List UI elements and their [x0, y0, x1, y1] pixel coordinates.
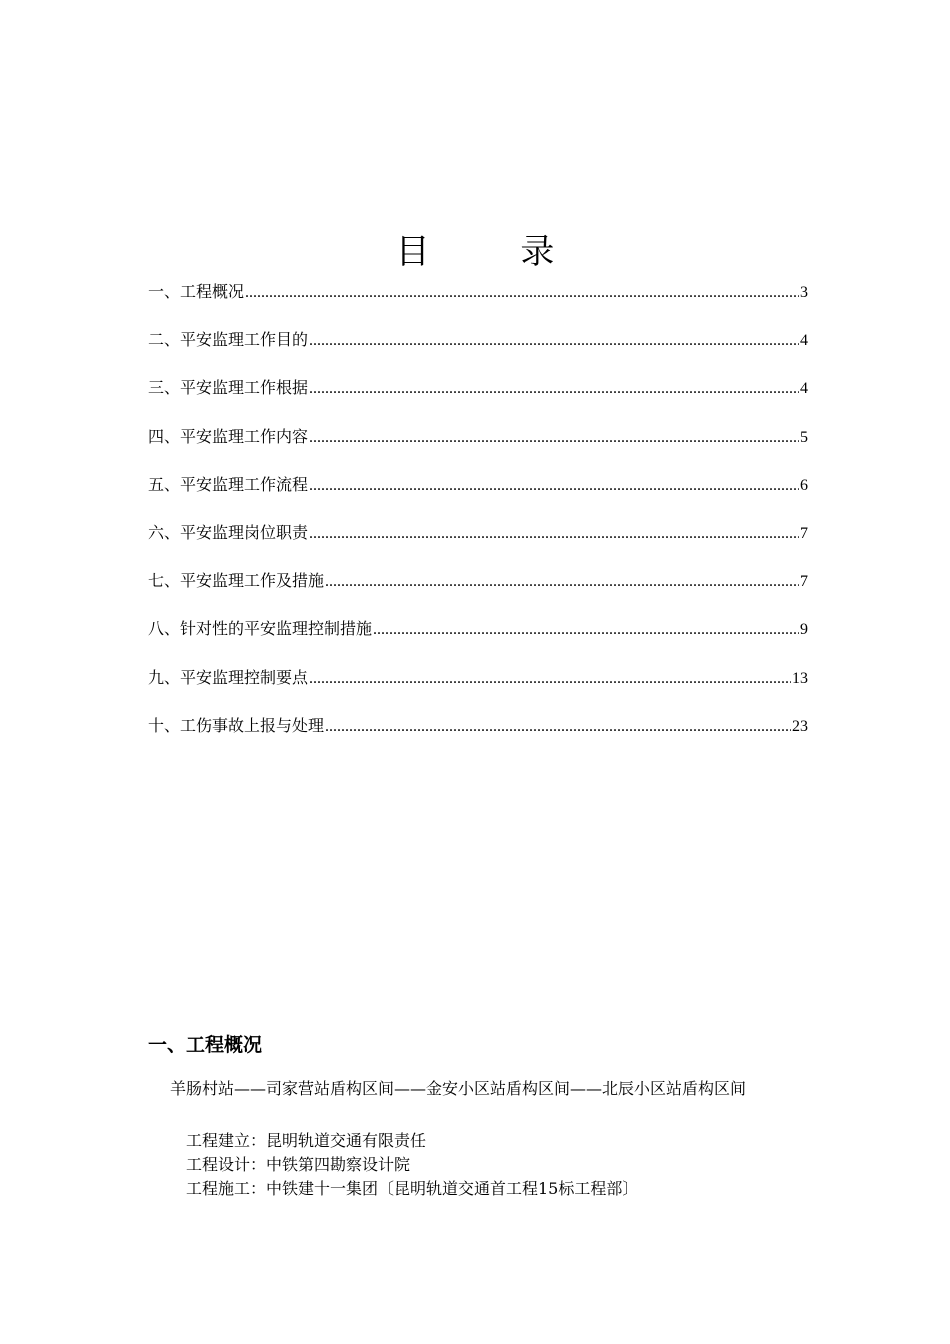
- toc-entry-label: 八、针对性的平安监理控制措施: [148, 619, 373, 639]
- project-contractor-line: 工程施工：中铁建十一集团〔昆明轨道交通首工程15标工程部〕: [186, 1179, 639, 1198]
- toc-entry-label: 十、工伤事故上报与处理: [148, 715, 325, 735]
- toc-entry-page: 3: [800, 284, 808, 301]
- toc-dot-leader: [325, 570, 799, 594]
- toc-entry[interactable]: [148, 280, 808, 328]
- toc-entry-page: 9: [800, 621, 808, 639]
- toc-dot-leader: [325, 715, 791, 739]
- toc-entry[interactable]: [148, 425, 808, 473]
- toc-entry-label: 七、平安监理工作及措施: [148, 571, 325, 591]
- toc-entry-page: 7: [800, 524, 808, 542]
- toc-entry-label: 一、工程概况: [148, 282, 245, 301]
- toc-entry[interactable]: [148, 376, 808, 424]
- toc-entry-page: 13: [792, 669, 808, 687]
- toc-entry[interactable]: [148, 617, 808, 665]
- toc-entry-label: 二、平安监理工作目的: [148, 330, 309, 350]
- toc-entry-label: 四、平安监理工作内容: [148, 426, 309, 446]
- toc-dot-leader: [309, 474, 799, 498]
- toc-entry[interactable]: [148, 521, 808, 569]
- toc-entry-label: 三、平安监理工作根据: [148, 378, 309, 398]
- project-designer-line: 工程设计：中铁第四勘察设计院: [186, 1155, 411, 1174]
- toc-entry-page: 23: [792, 717, 808, 735]
- toc-dot-leader: [245, 281, 799, 305]
- toc-title: 目 录: [395, 232, 595, 272]
- toc-entry-page: 4: [800, 380, 808, 398]
- toc-dot-leader: [373, 618, 799, 642]
- toc-dot-leader: [309, 377, 799, 401]
- toc-entry-label: 六、平安监理岗位职责: [148, 522, 309, 542]
- toc-dot-leader: [309, 522, 799, 546]
- toc-entry-page: 5: [800, 428, 808, 446]
- toc-dot-leader: [309, 426, 799, 450]
- toc-entry-page: 4: [800, 332, 808, 350]
- toc-entry[interactable]: [148, 569, 808, 617]
- toc-dot-leader: [309, 329, 799, 353]
- toc-entry[interactable]: [148, 714, 808, 762]
- toc-dot-leader: [309, 667, 791, 691]
- table-of-contents: [148, 280, 808, 762]
- toc-entry[interactable]: [148, 473, 808, 521]
- toc-entry-label: 九、平安监理控制要点: [148, 667, 309, 687]
- project-intro-paragraph: 羊肠村站——司家营站盾构区间——金安小区站盾构区间——北辰小区站盾构区间: [170, 1079, 747, 1098]
- toc-entry-page: 6: [800, 476, 808, 494]
- toc-entry[interactable]: [148, 666, 808, 714]
- project-builder-line: 工程建立：昆明轨道交通有限责任: [186, 1131, 427, 1150]
- toc-entry[interactable]: [148, 328, 808, 376]
- section-heading: 一、工程概况: [148, 1034, 263, 1056]
- toc-entry-label: 五、平安监理工作流程: [148, 474, 309, 494]
- toc-entry-page: 7: [800, 573, 808, 591]
